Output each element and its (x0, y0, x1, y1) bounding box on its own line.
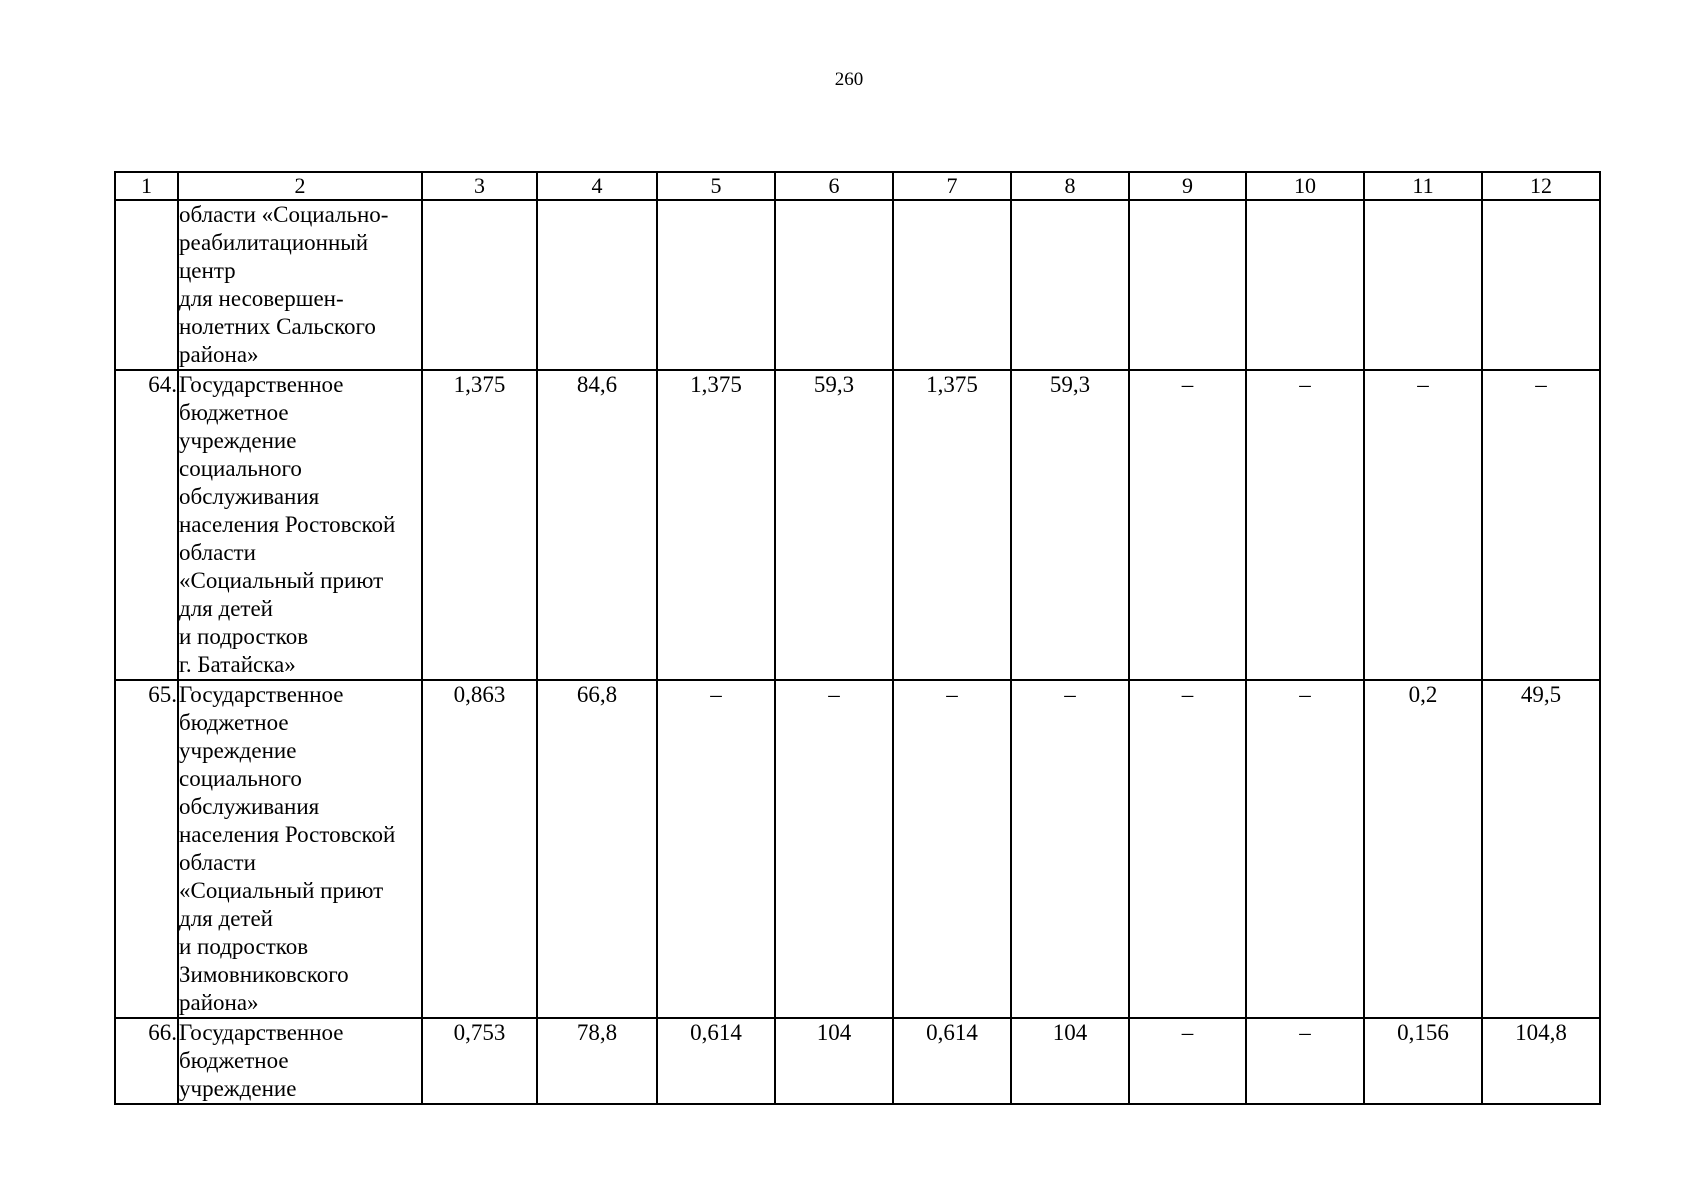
value-cell-col-7 (893, 200, 1011, 370)
value-cell-col-5 (657, 200, 775, 370)
value-cell-col-11 (1364, 200, 1482, 370)
table-row (115, 1018, 1600, 1104)
table-row (115, 200, 1600, 370)
value-cell-col-5: – (657, 680, 775, 1018)
value-cell-col-4: 84,6 (537, 370, 657, 680)
column-header-6: 6 (775, 172, 893, 200)
institution-name (178, 680, 422, 1018)
institution-name (178, 1018, 422, 1104)
value-cell-col-9: – (1129, 370, 1246, 680)
value-cell-col-4: 78,8 (537, 1018, 657, 1104)
value-cell-col-6: – (775, 680, 893, 1018)
value-cell-col-7: 0,614 (893, 1018, 1011, 1104)
value-cell-col-8: 59,3 (1011, 370, 1129, 680)
institution-name-line: и подростков (179, 934, 309, 959)
value-cell-col-3: 0,863 (422, 680, 537, 1018)
value-cell-col-9: – (1129, 680, 1246, 1018)
institution-name-line: «Социальный приют (179, 568, 384, 593)
row-number (115, 200, 178, 370)
value-cell-col-5: 1,375 (657, 370, 775, 680)
institution-name-line: населения Ростовской (179, 512, 396, 537)
value-cell-col-8: 104 (1011, 1018, 1129, 1104)
column-header-4: 4 (537, 172, 657, 200)
institution-name-line: г. Батайска» (179, 652, 296, 677)
institution-name-line: области (179, 540, 256, 565)
column-header-5: 5 (657, 172, 775, 200)
table-row (115, 370, 1600, 680)
institution-name-line: реабилитационный (179, 230, 369, 255)
value-cell-col-7: – (893, 680, 1011, 1018)
value-cell-col-12: 104,8 (1482, 1018, 1600, 1104)
institution-name-line: для детей (179, 596, 273, 621)
institution-name-line: области «Социально- (179, 202, 389, 227)
institution-name-line: нолетних Сальского (179, 314, 376, 339)
column-header-9: 9 (1129, 172, 1246, 200)
value-cell-col-8 (1011, 200, 1129, 370)
institution-name-line: социального (179, 456, 302, 481)
row-number: 64. (115, 370, 178, 680)
column-header-11: 11 (1364, 172, 1482, 200)
value-cell-col-3: 1,375 (422, 370, 537, 680)
institution-name-line: учреждение (179, 738, 297, 763)
value-cell-col-12 (1482, 200, 1600, 370)
institution-name-line: района» (179, 342, 259, 367)
data-table (114, 171, 1601, 1105)
institution-name (178, 200, 422, 370)
column-header-7: 7 (893, 172, 1011, 200)
value-cell-col-4: 66,8 (537, 680, 657, 1018)
institution-name-line: учреждение (179, 1076, 297, 1101)
row-number: 66. (115, 1018, 178, 1104)
institution-name-line: обслуживания (179, 794, 320, 819)
institution-name-line: Зимовниковского (179, 962, 349, 987)
table-row (115, 680, 1600, 1018)
institution-name-line: центр (179, 258, 236, 283)
value-cell-col-3: 0,753 (422, 1018, 537, 1104)
value-cell-col-9: – (1129, 1018, 1246, 1104)
row-number: 65. (115, 680, 178, 1018)
institution-name-line: для несовершен- (179, 286, 344, 311)
table-body (115, 172, 1600, 1104)
value-cell-col-10 (1246, 200, 1364, 370)
institution-name-line: бюджетное (179, 1048, 289, 1073)
column-header-10: 10 (1246, 172, 1364, 200)
institution-name-line: бюджетное (179, 710, 289, 735)
value-cell-col-11: – (1364, 370, 1482, 680)
value-cell-col-6: 59,3 (775, 370, 893, 680)
institution-name-line: Государственное (179, 1020, 344, 1045)
institution-name (178, 370, 422, 680)
column-header-1: 1 (115, 172, 178, 200)
institution-name-line: бюджетное (179, 400, 289, 425)
institution-name-line: и подростков (179, 624, 309, 649)
value-cell-col-12: 49,5 (1482, 680, 1600, 1018)
column-header-2: 2 (178, 172, 422, 200)
value-cell-col-5: 0,614 (657, 1018, 775, 1104)
institution-name-line: для детей (179, 906, 273, 931)
value-cell-col-10: – (1246, 370, 1364, 680)
header-row (115, 172, 1600, 200)
value-cell-col-4 (537, 200, 657, 370)
value-cell-col-11: 0,156 (1364, 1018, 1482, 1104)
value-cell-col-7: 1,375 (893, 370, 1011, 680)
institution-name-line: населения Ростовской (179, 822, 396, 847)
value-cell-col-10: – (1246, 680, 1364, 1018)
value-cell-col-8: – (1011, 680, 1129, 1018)
value-cell-col-11: 0,2 (1364, 680, 1482, 1018)
institution-name-line: области (179, 850, 256, 875)
institution-name-line: «Социальный приют (179, 878, 384, 903)
institution-name-line: обслуживания (179, 484, 320, 509)
value-cell-col-12: – (1482, 370, 1600, 680)
column-header-8: 8 (1011, 172, 1129, 200)
page-number: 260 (834, 69, 864, 90)
value-cell-col-6: 104 (775, 1018, 893, 1104)
value-cell-col-6 (775, 200, 893, 370)
column-header-3: 3 (422, 172, 537, 200)
institution-name-line: Государственное (179, 372, 344, 397)
institution-name-line: учреждение (179, 428, 297, 453)
column-header-12: 12 (1482, 172, 1600, 200)
institution-name-line: Государственное (179, 682, 344, 707)
value-cell-col-3 (422, 200, 537, 370)
institution-name-line: социального (179, 766, 302, 791)
institution-name-line: района» (179, 990, 259, 1015)
value-cell-col-10: – (1246, 1018, 1364, 1104)
value-cell-col-9 (1129, 200, 1246, 370)
